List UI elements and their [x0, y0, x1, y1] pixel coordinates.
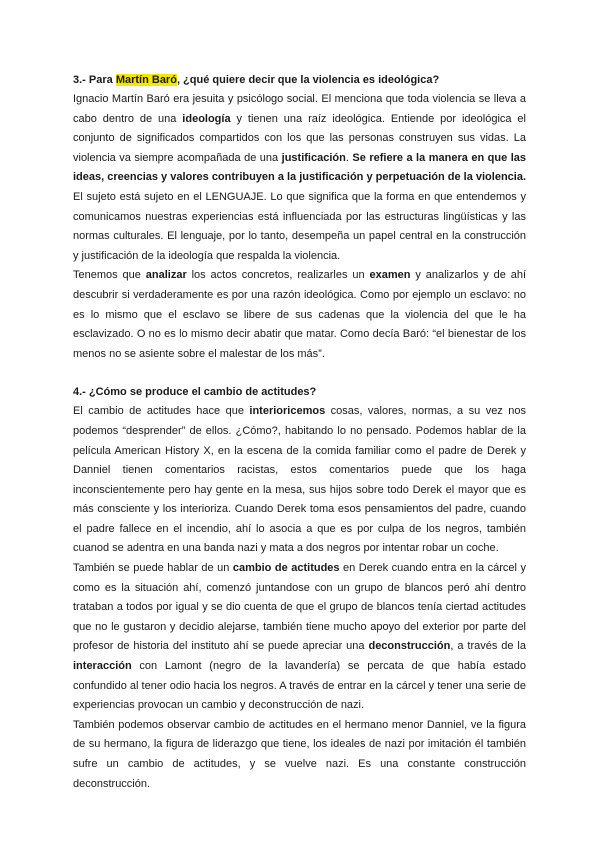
- section-3-paragraph-1: [73, 90, 526, 266]
- bold-term: justificación: [281, 151, 346, 164]
- section-spacer: [73, 364, 526, 382]
- section-4-paragraph-1: [73, 402, 526, 559]
- bold-term: analizar: [145, 269, 187, 282]
- bold-term: ideología: [182, 112, 231, 125]
- bold-term: interacción: [73, 660, 132, 673]
- text-run: y tienen una raíz ideológica. Entiende por ideológica el conjunto de significados compartidos con los que las personas construyen sus vidas. La violencia va siempre acompañada de una: [73, 112, 526, 164]
- section-4-paragraph-3: También podemos observar cambio de actitudes en el hermano menor Danniel, ve la figura de su hermano, la figura de liderazgo que tiene, los ideales de nazi por imitación él también sufre un cambio de actitudes, y se vuelve nazi. Es una constante construcción deconstrucción.: [73, 718, 526, 790]
- bold-sentence: Se refiere a la manera en que las ideas, creencias y valores contribuyen a la justificación y perpetuación de la violencia.: [73, 151, 527, 184]
- text-run: cosas, valores, normas, a su vez nos podemos “desprender” de ellos. ¿Cómo?, habitando lo no pensado. Podemos hablar de la película American History X, en la escena de la comida familiar como el padre de Derek y Danniel tienen comentarios racistas, estos comentarios puede que los haga inconscientemente pero hay gente en la mesa, sus hijos sobre todo Derek el mayor que es más consciente y los interioriza. Cuando Derek toma esos pensamientos del padre, cuando el padre fallece en el incendio, ahí lo asocia a que es por culpa de los negros, también cuanod se adentra en una banda nazi y mata a dos negros por intentar robar un coche.: [73, 405, 526, 555]
- text-run: en Derek cuando entra en la cárcel y como es la situación ahí, comenzó juntandose con un grupo de blancos peró ahí dentro trataban a todos por igual y se dio cuenta de que el grupo de blancos tenía ciertad actitudes que no le gustaron y decidio alejarse, también tiene mucho apoyo del exterior por parte del profesor de historia del instituto ahí se puede apreciar una: [73, 562, 526, 653]
- heading-suffix: , ¿qué quiere decir que la violencia es ideológica?: [176, 74, 440, 86]
- text-run: Tenemos que: [73, 269, 146, 282]
- bold-term: deconstrucción: [368, 640, 451, 653]
- text-run: El sujeto está sujeto en el LENGUAJE. Lo que significa que la forma en que entendemos y comunicamos nuestras experiencias está influenciada por las estructuras lingüísticas y las normas culturales. El lenguaje, por lo tanto, desempeña un papel central en la construcción y justificación de la ideología que respalda la violencia.: [73, 190, 526, 262]
- text-run: y analizarlos y de ahí descubrir si verdaderamente es por una razón ideológica. Como por ejemplo un esclavo: no es lo mismo que el esclavo se libere de sus cadenas que la violencia del que le ha esclavizado. O no es lo mismo decir abatir que matar. Como decía Baró: “el bienestar de los menos no se asiente sobre el malestar de los más”.: [73, 269, 527, 360]
- heading-prefix: 3.- Para: [73, 74, 116, 86]
- text-run: con Lamont (negro de la lavandería) se percata de que había estado confundido al tener odio hacia los negros. A través de entrar en la cárcel y tener una serie de experiencias provocan un cambio y deconstrucción de nazi.: [73, 660, 526, 712]
- highlighted-name: Martín Baró: [115, 74, 177, 86]
- section-3-paragraph-2: [73, 266, 526, 364]
- bold-term: interioricemos: [249, 405, 326, 418]
- text-run: El cambio de actitudes hace que: [73, 405, 250, 418]
- text-run: , a través de la: [450, 640, 526, 653]
- text-run: los actos concretos, realizarles un: [186, 269, 370, 282]
- bold-term: examen: [369, 269, 411, 282]
- bold-term: cambio de actitudes: [232, 562, 340, 575]
- document-page: [73, 70, 526, 794]
- section-4-heading: 4.- ¿Cómo se produce el cambio de actitudes?: [73, 386, 317, 399]
- text-run: Ignacio Martín Baró era jesuita y psicólogo social. El menciona que toda violencia se lleva a cabo dentro de una: [73, 93, 526, 125]
- section-4-paragraph-2: [73, 559, 526, 716]
- text-run: .: [345, 151, 353, 164]
- text-run: También se puede hablar de un: [73, 562, 233, 575]
- section-3-heading: [73, 70, 526, 90]
